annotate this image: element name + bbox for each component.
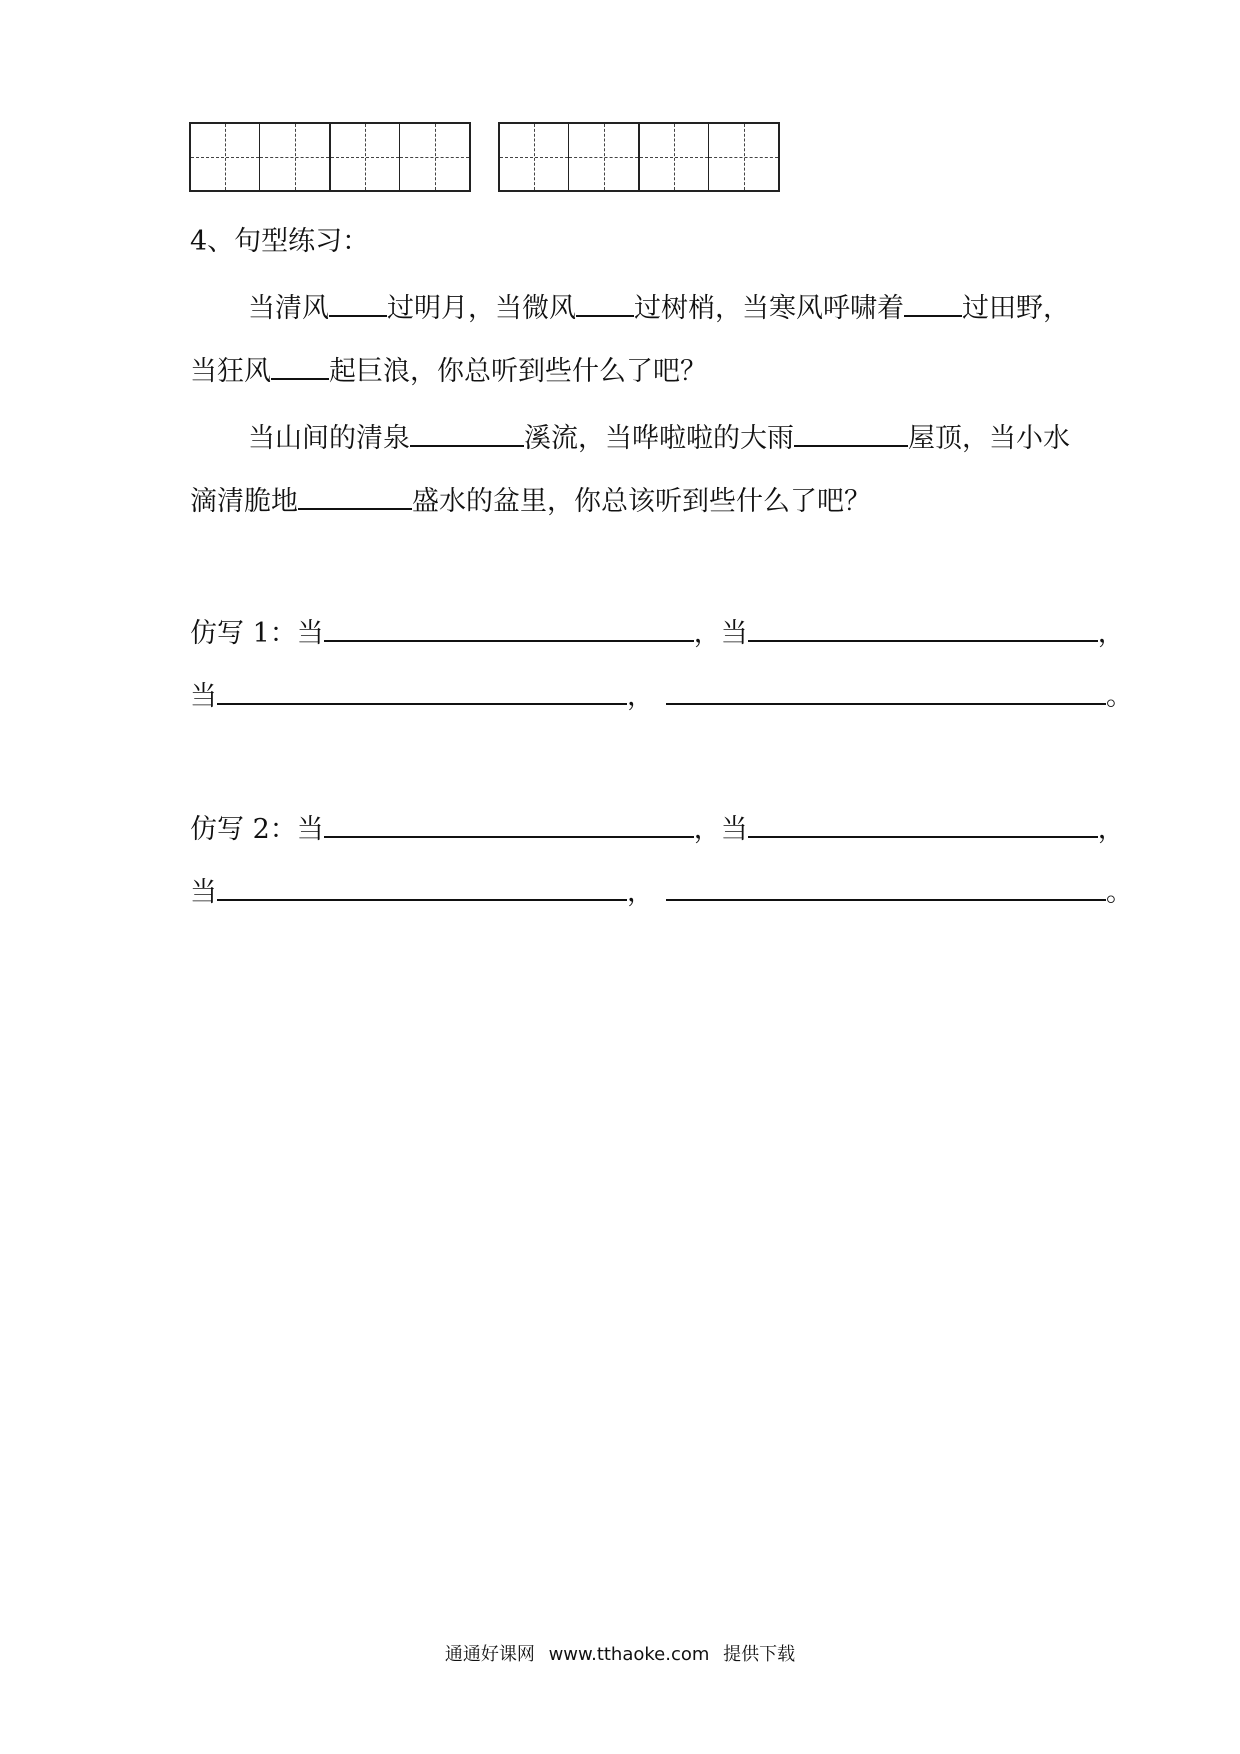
- text-fragment: ，: [1097, 814, 1125, 845]
- grid-cell[interactable]: [191, 124, 260, 190]
- text-fragment: 滴清脆地: [190, 486, 298, 517]
- paragraph2-line1: [248, 415, 1070, 459]
- grid-word-box[interactable]: [191, 124, 331, 190]
- fill-blank[interactable]: [666, 673, 1106, 705]
- text-fragment: 当: [190, 681, 217, 712]
- section-heading: [190, 222, 369, 262]
- imitation-label: 仿写 2：当: [190, 814, 324, 845]
- text-fragment: 过田野，: [962, 293, 1070, 324]
- fill-blank[interactable]: [324, 806, 694, 838]
- grid-cell[interactable]: [569, 124, 638, 190]
- text-fragment: ，: [1097, 618, 1125, 649]
- text-fragment: 。: [1106, 877, 1133, 908]
- section-heading-text: 4、句型练习：: [190, 226, 370, 257]
- page-footer: [0, 1640, 1240, 1666]
- text-fragment: ，当: [693, 618, 748, 649]
- imitation1-line1: [190, 610, 1125, 654]
- text-fragment: 溪流，当哗啦啦的大雨: [524, 423, 794, 454]
- fill-blank[interactable]: [576, 285, 634, 317]
- text-fragment: 起巨浪，你总听到些什么了吧？: [329, 356, 707, 387]
- grid-word-box[interactable]: [500, 124, 640, 190]
- text-fragment: 过明月，当微风: [387, 293, 576, 324]
- footer-suffix: 提供下载: [723, 1644, 796, 1665]
- fill-blank[interactable]: [666, 869, 1106, 901]
- imitation2-line1: [190, 806, 1125, 850]
- writing-grid-right[interactable]: [498, 122, 780, 192]
- imitation1-line2: [190, 673, 1133, 717]
- fill-blank[interactable]: [329, 285, 387, 317]
- imitation-label: 仿写 1：当: [190, 618, 324, 649]
- text-fragment: 当: [190, 877, 217, 908]
- writing-grid-left[interactable]: [189, 122, 471, 192]
- grid-word-box[interactable]: [640, 124, 778, 190]
- paragraph2-line2: [190, 478, 871, 522]
- text-fragment: 当狂风: [190, 356, 271, 387]
- fill-blank[interactable]: [271, 348, 329, 380]
- text-fragment: ，: [627, 681, 654, 712]
- text-fragment: 当清风: [248, 293, 329, 324]
- footer-site-name: 通通好课网: [444, 1644, 535, 1665]
- grid-cell[interactable]: [331, 124, 400, 190]
- fill-blank[interactable]: [217, 673, 627, 705]
- paragraph1-line1: [248, 285, 1070, 329]
- fill-blank[interactable]: [217, 869, 627, 901]
- fill-blank[interactable]: [748, 610, 1098, 642]
- grid-word-box[interactable]: [331, 124, 469, 190]
- text-fragment: ，: [627, 877, 654, 908]
- grid-cell[interactable]: [400, 124, 469, 190]
- text-fragment: 盛水的盆里，你总该听到些什么了吧？: [412, 486, 871, 517]
- grid-cell[interactable]: [500, 124, 569, 190]
- grid-cell[interactable]: [260, 124, 329, 190]
- fill-blank[interactable]: [748, 806, 1098, 838]
- grid-cell[interactable]: [709, 124, 778, 190]
- text-fragment: 。: [1106, 681, 1133, 712]
- fill-blank[interactable]: [324, 610, 694, 642]
- text-fragment: 屋顶，当小水: [908, 423, 1070, 454]
- text-fragment: 过树梢，当寒风呼啸着: [634, 293, 904, 324]
- text-fragment: 当山间的清泉: [248, 423, 410, 454]
- fill-blank[interactable]: [410, 415, 524, 447]
- fill-blank[interactable]: [298, 478, 412, 510]
- text-fragment: ，当: [693, 814, 748, 845]
- imitation2-line2: [190, 869, 1133, 913]
- footer-url[interactable]: www.tthaoke.com: [548, 1644, 710, 1665]
- paragraph1-line2: [190, 348, 707, 392]
- fill-blank[interactable]: [794, 415, 908, 447]
- fill-blank[interactable]: [904, 285, 962, 317]
- grid-cell[interactable]: [640, 124, 709, 190]
